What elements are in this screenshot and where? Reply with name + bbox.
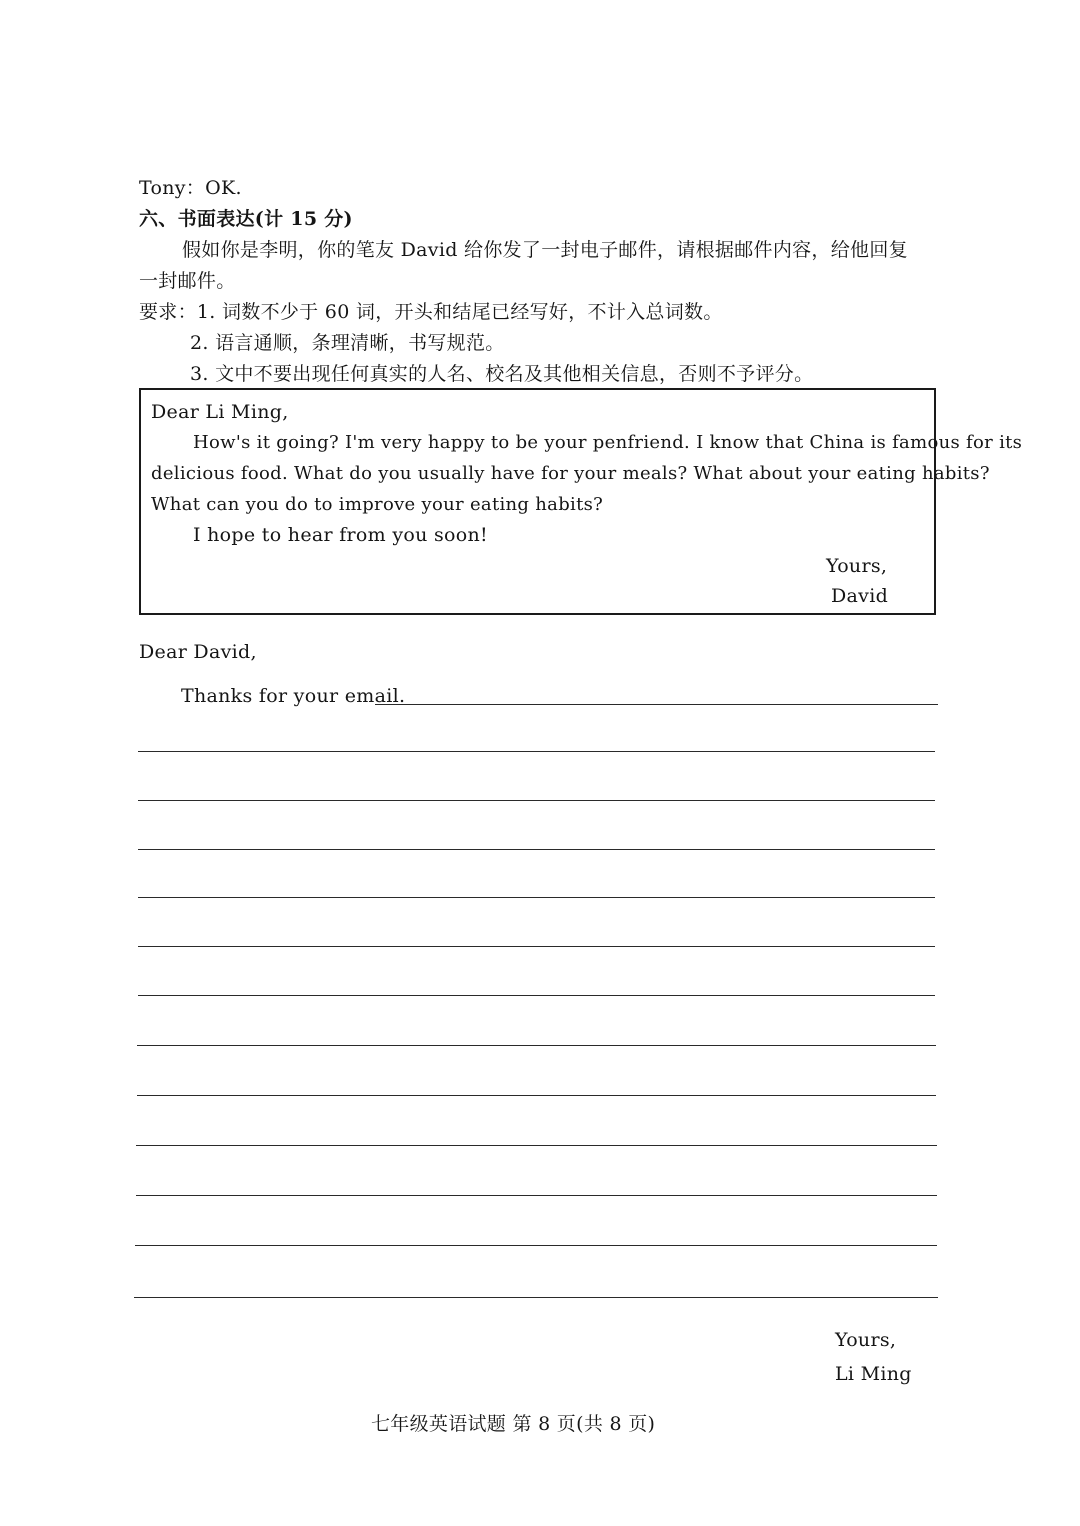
answer-line[interactable] [138, 849, 935, 850]
section-heading: 六、书面表达(计 15 分) [139, 208, 353, 230]
email-signature: David [831, 585, 889, 607]
requirement-3: 3. 文中不要出现任何真实的人名、校名及其他相关信息，否则不予评分。 [190, 363, 814, 385]
requirement-1: 要求：1. 词数不少于 60 词，开头和结尾已经写好，不计入总词数。 [139, 301, 723, 323]
reply-signature: Li Ming [835, 1363, 912, 1385]
page-footer: 七年级英语试题 第 8 页(共 8 页) [371, 1413, 656, 1435]
answer-line[interactable] [136, 1195, 937, 1196]
reply-opening: Thanks for your email. [181, 685, 406, 707]
reply-greeting: Dear David, [139, 641, 257, 663]
email-line-1: How's it going? I'm very happy to be your penfriend. I know that China is famous for its [193, 432, 1023, 453]
email-line-4: I hope to hear from you soon! [193, 524, 488, 546]
answer-line[interactable] [136, 1145, 937, 1146]
answer-line[interactable] [138, 946, 935, 947]
answer-line[interactable] [138, 995, 935, 996]
answer-line[interactable] [135, 1245, 937, 1246]
email-line-2: delicious food. What do you usually have for your meals? What about your eating habits? [151, 463, 990, 484]
answer-line[interactable] [134, 1297, 938, 1298]
prompt-line-1: 假如你是李明，你的笔友 David 给你发了一封电子邮件，请根据邮件内容，给他回复 [182, 239, 908, 261]
email-closing: Yours, [826, 555, 888, 577]
answer-line[interactable] [138, 751, 935, 752]
prompt-line-2: 一封邮件。 [139, 270, 236, 292]
reply-closing: Yours, [835, 1329, 897, 1351]
requirement-2: 2. 语言通顺，条理清晰，书写规范。 [190, 332, 505, 354]
answer-line[interactable] [375, 704, 938, 705]
email-greeting: Dear Li Ming, [151, 401, 289, 423]
answer-line[interactable] [137, 1095, 936, 1096]
answer-line[interactable] [137, 1045, 936, 1046]
dialogue-tail: Tony：OK. [139, 177, 242, 199]
answer-line[interactable] [138, 897, 935, 898]
email-line-3: What can you do to improve your eating habits? [151, 494, 604, 515]
answer-line[interactable] [138, 800, 935, 801]
